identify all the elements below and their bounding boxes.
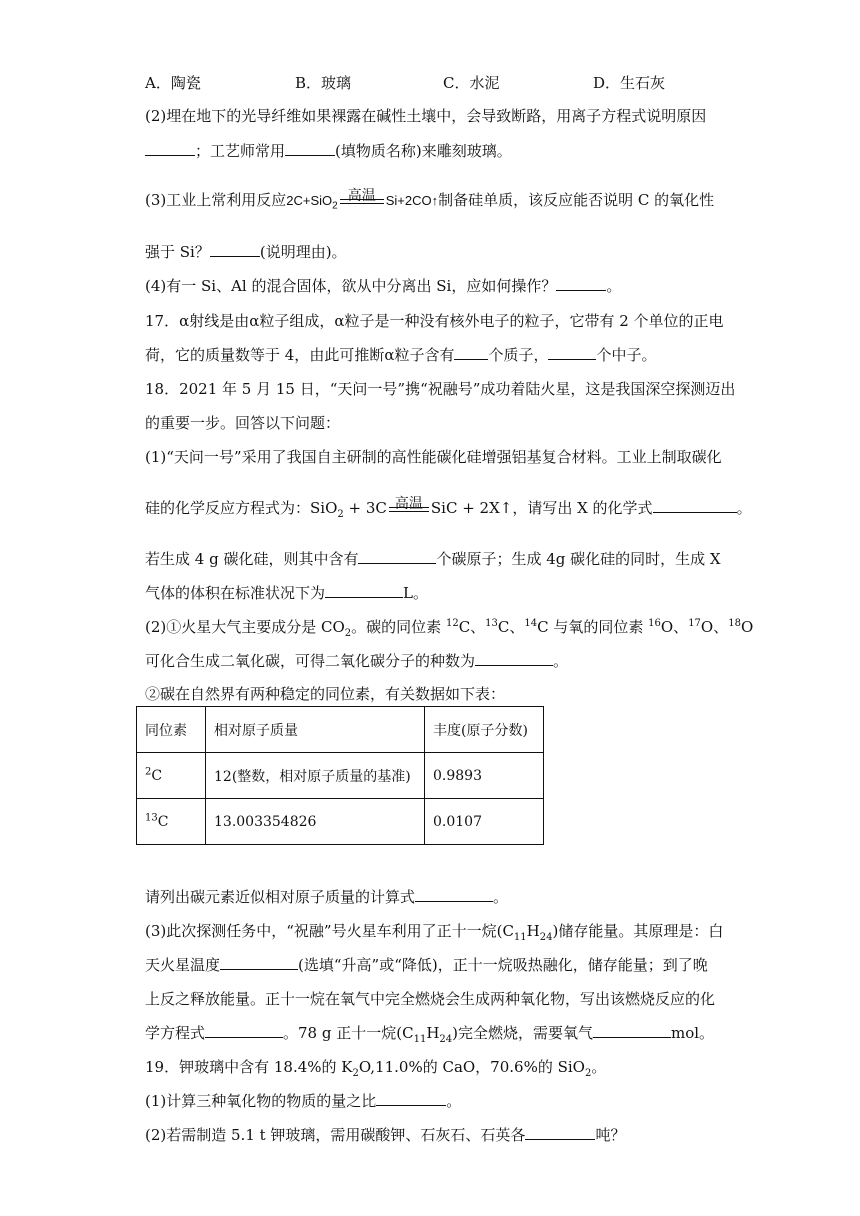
answer-blank[interactable]	[358, 549, 436, 564]
answer-blank[interactable]	[376, 1091, 446, 1106]
q18-part2-line2: 可化合生成二氧化碳，可得二氧化碳分子的种数为 。	[145, 652, 569, 670]
answer-blank[interactable]	[210, 242, 260, 257]
option-a: A．陶瓷	[145, 74, 201, 92]
q18-part1-line3: 若生成 4 g 碳化硅，则其中含有 个碳原子；生成 4g 碳化硅的同时，生成 X	[145, 550, 721, 568]
answer-blank[interactable]	[285, 141, 335, 156]
q18-part2-line3: ②碳在自然界有两种稳定的同位素，有关数据如下表：	[145, 685, 506, 703]
q19-line1: 19．钾玻璃中含有 18.4%的 $K_2O,11.0\%$的 CaO，70.6%的 SiO$_2$。	[145, 1058, 607, 1079]
q17-line1: 17．α射线是由α粒子组成，α粒子是一种没有核外电子的粒子，它带有 2 个单位的正电	[145, 312, 724, 330]
answer-blank[interactable]	[325, 583, 403, 598]
answer-blank[interactable]	[454, 345, 488, 360]
q16-part3-line2: 强于 Si？ (说明理由)。	[145, 243, 347, 261]
table-cell: 12(整数，相对原子质量的基准)	[206, 753, 425, 799]
option-c: C．水泥	[443, 74, 500, 92]
q18-part2-line1: (2)①火星大气主要成分是 $CO_2$。碳的同位素 $^{12}$C、$^{13}$C、$^{14}$C 与氧的同位素 $^{16}$O、$^{17}$O、$^{18}$O	[145, 618, 754, 639]
answer-blank[interactable]	[556, 276, 606, 291]
table-header-row	[137, 707, 544, 753]
table-header: 相对原子质量	[206, 707, 425, 753]
isotope-table	[136, 706, 544, 845]
option-b: B．玻璃	[295, 74, 352, 92]
q16-options	[145, 72, 705, 92]
answer-blank[interactable]	[220, 955, 298, 970]
q18-part1-line2: 硅的化学反应方程式为：SiO$_2$ + 3C 高温 SiC + 2X↑，请写出 X 的化学式 。	[145, 496, 752, 520]
q16-part2-line1: (2)埋在地下的光导纤维如果裸露在碱性土壤中，会导致断路，用离子方程式说明原因	[145, 107, 707, 125]
table-row	[137, 799, 544, 845]
q18-part3-line3: 上反之释放能量。正十一烷在氧气中完全燃烧会生成两种氧化物，写出该燃烧反应的化	[145, 990, 716, 1008]
q18-line2: 的重要一步。回答以下问题：	[145, 414, 341, 432]
answer-blank[interactable]	[548, 345, 596, 360]
answer-blank[interactable]	[145, 141, 195, 156]
table-cell: $^2$C	[137, 753, 206, 799]
q18-part1-line4: 气体的体积在标准状况下为 L。	[145, 584, 428, 602]
table-cell: $^{13}$C	[137, 799, 206, 845]
option-d: D．生石灰	[593, 74, 666, 92]
table-cell: 13.003354826	[206, 799, 425, 845]
q18-line1: 18．2021 年 5 月 15 日，“天问一号”携“祝融号”成功着陆火星，这是我国深空探测迈出	[145, 380, 736, 398]
q19-part2: (2)若需制造 5.1 t 钾玻璃，需用碳酸钾、石灰石、石英各 吨？	[145, 1126, 626, 1144]
answer-blank[interactable]	[653, 498, 737, 513]
table-header: 同位素	[137, 707, 206, 753]
q18-part3-line2: 天火星温度 (选填“升高”或“降低)，正十一烷吸热融化，储存能量；到了晚	[145, 956, 708, 974]
q18-part3-line1: (3)此次探测任务中，“祝融”号火星车利用了正十一烷$(C_{11}H_{24})$储存能量。其原理是：白	[145, 922, 724, 943]
q17-line2: 荷，它的质量数等于 4，由此可推断α粒子含有 个质子， 个中子。	[145, 346, 657, 364]
q18-part1-line1: (1)“天问一号”采用了我国自主研制的高性能碳化硅增强铝基复合材料。工业上制取碳化	[145, 448, 722, 466]
answer-blank[interactable]	[593, 1023, 671, 1038]
answer-blank[interactable]	[415, 887, 493, 902]
answer-blank[interactable]	[475, 651, 553, 666]
table-cell: 0.9893	[425, 753, 544, 799]
q16-part3-line1: (3)工业上常利用反应2C+SiO$_2$ 高温 Si+2CO↑制备硅单质，该反应能否说明 C 的氧化性	[145, 188, 715, 212]
q18-part3-line4: 学方程式 。78 g 正十一烷$(C_{11}H_{24})$完全燃烧，需要氧气 mol。	[145, 1024, 715, 1045]
answer-blank[interactable]	[205, 1023, 283, 1038]
q18-part2-calc: 请列出碳元素近似相对原子质量的计算式 。	[145, 888, 509, 906]
q16-part2-line2: ；工艺师常用 (填物质名称)来雕刻玻璃。	[145, 141, 512, 161]
table-header: 丰度(原子分数)	[425, 707, 544, 753]
q16-part4: (4)有一 Si、Al 的混合固体，欲从中分离出 Si，应如何操作？ 。	[145, 277, 622, 295]
q19-part1: (1)计算三种氧化物的物质的量之比 。	[145, 1092, 462, 1110]
answer-blank[interactable]	[525, 1125, 595, 1140]
table-cell: 0.0107	[425, 799, 544, 845]
table-row	[137, 753, 544, 799]
